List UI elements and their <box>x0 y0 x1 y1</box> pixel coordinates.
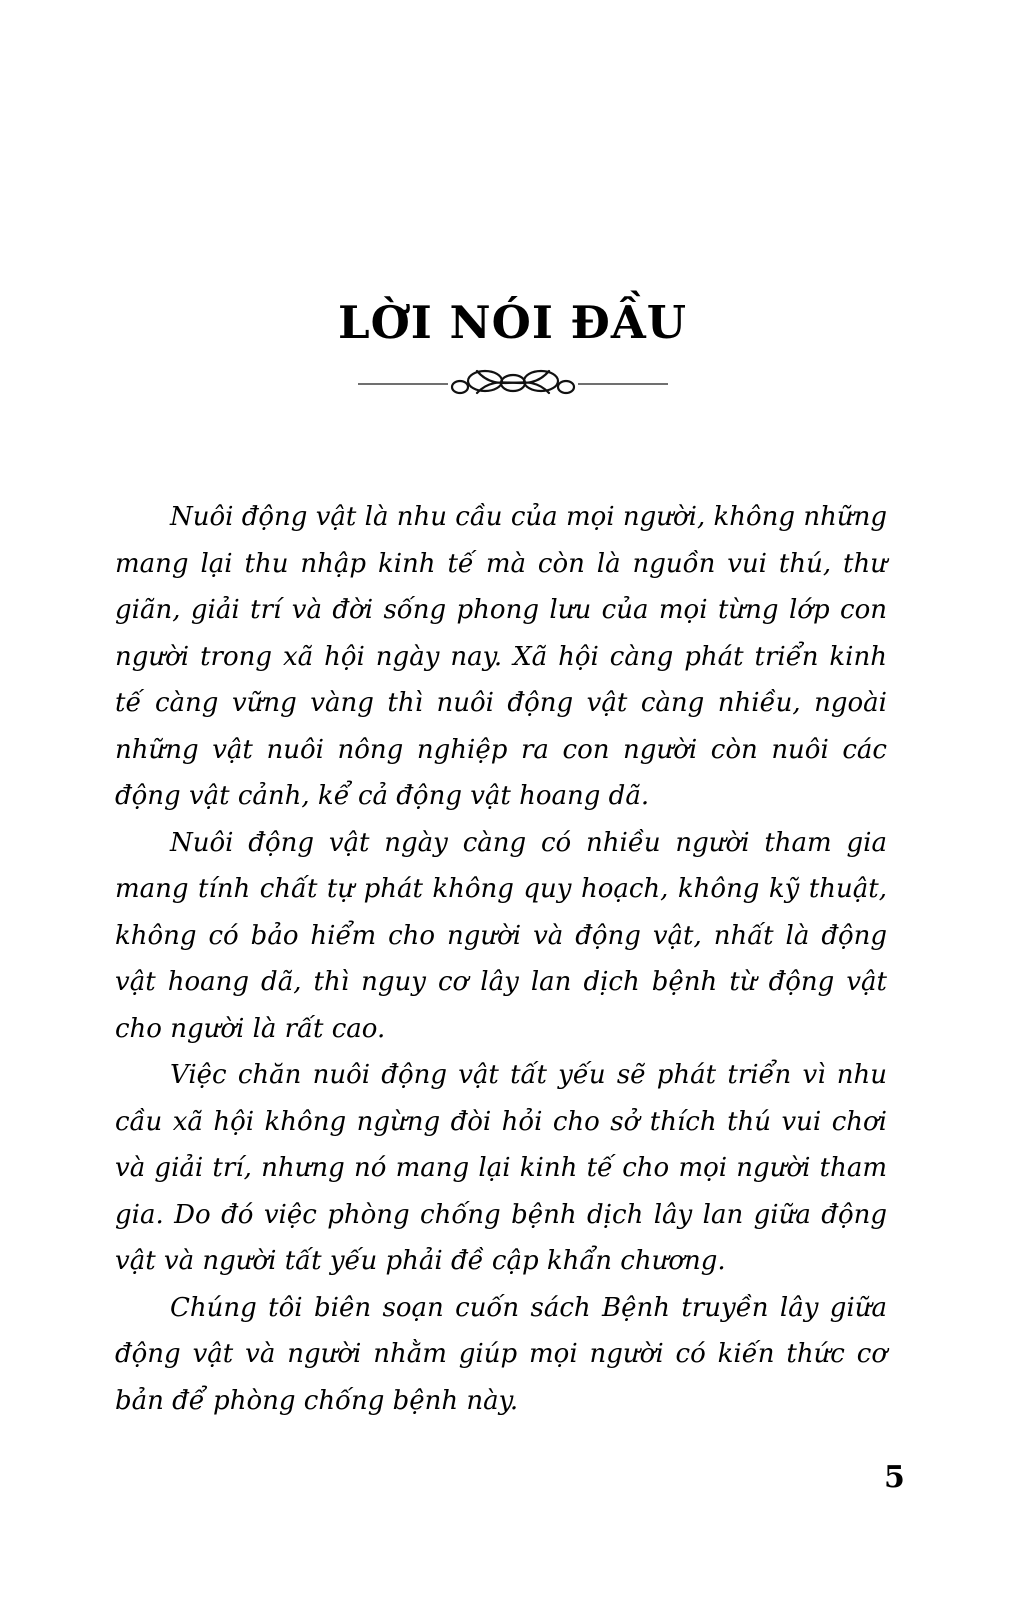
decorative-divider <box>0 364 1025 400</box>
paragraph-4: Chúng tôi biên soạn cuốn sách Bệnh truyền lây giữa động vật và người nhằm giúp mọi người có kiến thức cơ bản để phòng chống bệnh này. <box>115 1292 887 1416</box>
paragraph-1: Nuôi động vật là nhu cầu của mọi người, không những mang lại thu nhập kinh tế mà còn là nguồn vui thú, thư giãn, giải trí và đời sống phong lưu của mọi từng lớp con người trong xã hội ngày nay. Xã hội càng phát triển kinh tế càng vững vàng thì nuôi động vật càng nhiều, ngoài những vật nuôi nông nghiệp ra con người còn nuôi các động vật cảnh, kể cả động vật hoang dã. <box>115 502 887 811</box>
flourish-ornament-icon <box>358 364 668 400</box>
page-number: 5 <box>884 1460 905 1495</box>
paragraph-3: Việc chăn nuôi động vật tất yếu sẽ phát triển vì nhu cầu xã hội không ngừng đòi hỏi cho sở thích thú vui chơi và giải trí, nhưng nó mang lại kinh tế cho mọi người tham gia. Do đó việc phòng chống bệnh dịch lây lan giữa động vật và người tất yếu phải đề cập khẩn chương. <box>115 1060 887 1276</box>
page-title: LỜI NÓI ĐẦU <box>337 296 688 349</box>
preface-body <box>115 494 887 1424</box>
paragraph-2: Nuôi động vật ngày càng có nhiều người tham gia mang tính chất tự phát không quy hoạch, không kỹ thuật, không có bảo hiểm cho người và động vật, nhất là động vật hoang dã, thì nguy cơ lây lan dịch bệnh từ động vật cho người là rất cao. <box>115 827 887 1044</box>
